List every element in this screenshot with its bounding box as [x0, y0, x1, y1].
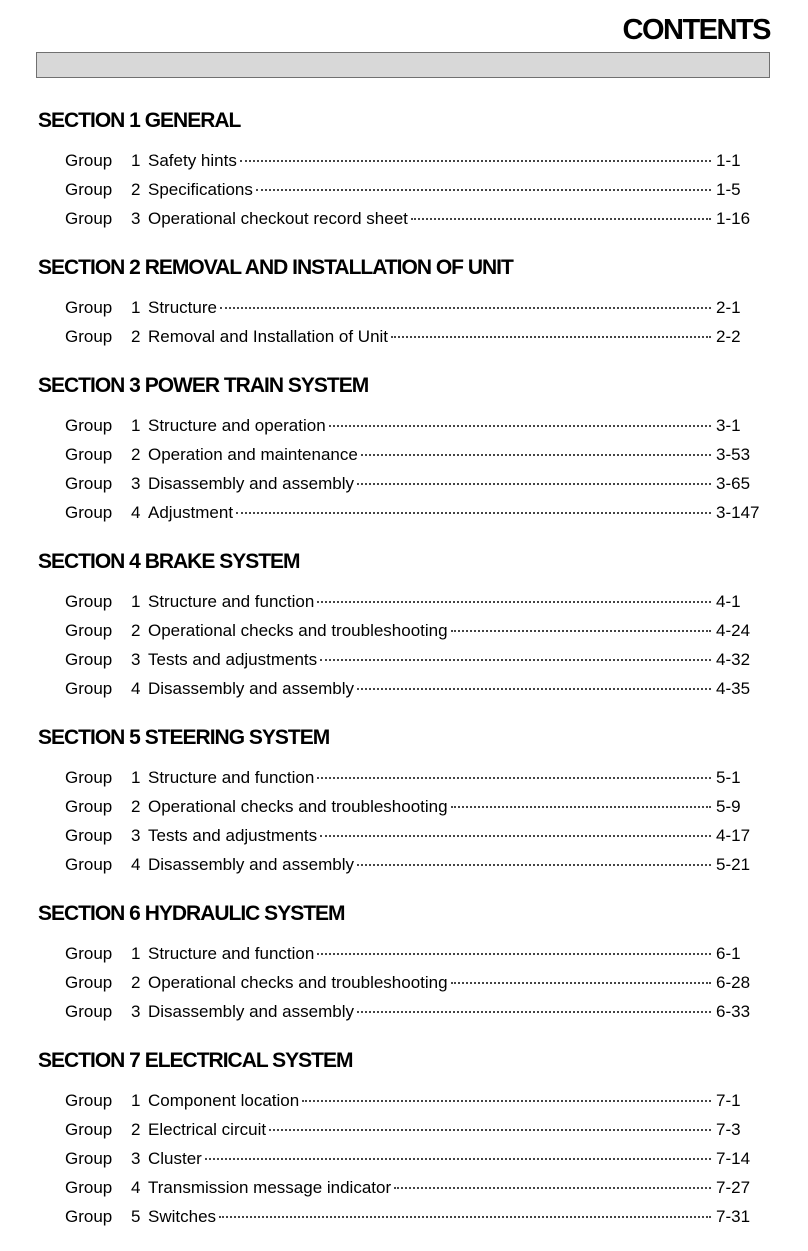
toc-entry[interactable]: [0, 587, 808, 616]
toc-section-1: [0, 106, 808, 233]
toc-entry[interactable]: [0, 997, 808, 1026]
toc-entry-page: 6-28: [716, 973, 751, 992]
toc-entry-group-label: Group: [65, 650, 113, 669]
dot-leader: [320, 834, 711, 837]
toc-entry[interactable]: [0, 175, 808, 204]
toc-entry-group-number: 2: [131, 797, 141, 816]
dot-leader: [357, 1010, 711, 1013]
toc-entry-group-label: Group: [65, 768, 113, 787]
toc-section-6: [0, 899, 808, 1026]
toc-entry-group-label: Group: [65, 474, 113, 493]
toc-entry-title: Operational checks and troubleshooting: [148, 621, 448, 640]
toc-entry-group-label: Group: [65, 151, 113, 170]
toc-entry-page: 5-21: [716, 855, 751, 874]
toc-entry-title: Operational checks and troubleshooting: [148, 973, 448, 992]
dot-leader: [357, 863, 711, 866]
toc-entry-title: Switches: [148, 1207, 217, 1226]
toc-entry[interactable]: [0, 763, 808, 792]
toc-entry[interactable]: [0, 1202, 808, 1231]
dot-leader: [451, 981, 711, 984]
toc-entry-title: Cluster: [148, 1149, 202, 1168]
toc-entry-group-number: 1: [131, 592, 141, 611]
dot-leader: [394, 1186, 711, 1189]
toc-entry-group-number: 4: [131, 1178, 141, 1197]
toc-entry-group-number: 2: [131, 327, 141, 346]
toc-entry[interactable]: [0, 968, 808, 997]
dot-leader: [329, 424, 711, 427]
dot-leader: [302, 1099, 711, 1102]
toc-entry[interactable]: [0, 1144, 808, 1173]
toc-entry-group-number: 3: [131, 1002, 141, 1021]
toc-entry-page: 5-9: [716, 797, 741, 816]
toc-entry-group-number: 3: [131, 826, 141, 845]
section-heading[interactable]: SECTION 6 HYDRAULIC SYSTEM: [38, 902, 345, 925]
toc-entry-page: 2-1: [716, 298, 741, 317]
dot-leader: [361, 453, 711, 456]
toc-entry-page: 6-33: [716, 1002, 751, 1021]
toc-entry[interactable]: [0, 204, 808, 233]
toc-entry-page: 3-1: [716, 416, 741, 435]
toc-entry-page: 7-14: [716, 1149, 751, 1168]
toc-entry-title: Structure and function: [148, 944, 315, 963]
toc-entry-group-label: Group: [65, 298, 113, 317]
toc-entry-group-number: 2: [131, 1120, 141, 1139]
section-heading[interactable]: SECTION 2 REMOVAL AND INSTALLATION OF UNIT: [38, 256, 513, 279]
dot-leader: [205, 1157, 711, 1160]
dot-leader: [256, 188, 711, 191]
toc-entry-group-number: 1: [131, 768, 141, 787]
toc-section-3: [0, 371, 808, 527]
toc-entry-page: 1-5: [716, 180, 741, 199]
toc-entry-group-label: Group: [65, 797, 113, 816]
toc-entry-title: Operation and maintenance: [148, 445, 358, 464]
toc-entry[interactable]: [0, 674, 808, 703]
section-heading[interactable]: SECTION 4 BRAKE SYSTEM: [38, 550, 300, 573]
toc-entry-group-label: Group: [65, 503, 113, 522]
section-heading[interactable]: SECTION 5 STEERING SYSTEM: [38, 726, 330, 749]
toc-entry-title: Removal and Installation of Unit: [148, 327, 389, 346]
section-heading[interactable]: SECTION 3 POWER TRAIN SYSTEM: [38, 374, 369, 397]
toc-entry-group-number: 3: [131, 650, 141, 669]
dot-leader: [357, 482, 711, 485]
toc-entry[interactable]: [0, 616, 808, 645]
toc-entry[interactable]: [0, 1086, 808, 1115]
toc-entry-group-number: 2: [131, 973, 141, 992]
toc-entry-title: Disassembly and assembly: [148, 679, 354, 698]
toc-entry-title: Electrical circuit: [148, 1120, 267, 1139]
dot-leader: [240, 159, 711, 162]
section-heading[interactable]: SECTION 7 ELECTRICAL SYSTEM: [38, 1049, 353, 1072]
toc-entry-title: Structure and function: [148, 768, 315, 787]
toc-entry[interactable]: [0, 792, 808, 821]
toc-entry[interactable]: [0, 322, 808, 351]
toc-entry-group-label: Group: [65, 679, 113, 698]
toc-entry-title: Disassembly and assembly: [148, 855, 354, 874]
toc-entry[interactable]: [0, 498, 808, 527]
toc-entry-group-label: Group: [65, 209, 113, 228]
toc-entry-page: 6-1: [716, 944, 741, 963]
toc-entry-group-number: 1: [131, 298, 141, 317]
toc-entry-page: 3-53: [716, 445, 751, 464]
toc-entry-group-number: 1: [131, 944, 141, 963]
dot-leader: [391, 335, 711, 338]
toc-entry[interactable]: [0, 469, 808, 498]
toc-entry-group-label: Group: [65, 973, 113, 992]
toc-entry-title: Operational checkout record sheet: [148, 209, 408, 228]
toc-entry-title: Tests and adjustments: [148, 650, 318, 669]
toc-entry[interactable]: [0, 645, 808, 674]
dot-leader: [357, 687, 711, 690]
toc-entry-group-label: Group: [65, 416, 113, 435]
toc-entry[interactable]: [0, 850, 808, 879]
toc-entry-page: 5-1: [716, 768, 741, 787]
toc-entry-title: Specifications: [148, 180, 253, 199]
page-title: CONTENTS: [622, 14, 770, 46]
toc-entry-group-label: Group: [65, 592, 113, 611]
toc-entry-title: Adjustment: [148, 503, 234, 522]
toc-entry[interactable]: [0, 293, 808, 322]
toc-entry-group-label: Group: [65, 1120, 113, 1139]
toc-entry-title: Disassembly and assembly: [148, 474, 354, 493]
table-of-contents: [0, 106, 808, 1251]
toc-entry-group-label: Group: [65, 1178, 113, 1197]
dot-leader: [317, 600, 711, 603]
toc-entry-page: 1-1: [716, 151, 741, 170]
toc-entry[interactable]: [0, 939, 808, 968]
toc-entry-group-number: 4: [131, 679, 141, 698]
toc-entry[interactable]: [0, 1115, 808, 1144]
toc-entry-group-number: 1: [131, 416, 141, 435]
toc-entry-title: Transmission message indicator: [148, 1178, 392, 1197]
toc-entry[interactable]: [0, 146, 808, 175]
toc-entry-group-label: Group: [65, 1002, 113, 1021]
toc-entry-page: 4-24: [716, 621, 751, 640]
toc-entry-group-label: Group: [65, 445, 113, 464]
toc-entry-group-label: Group: [65, 621, 113, 640]
toc-entry-group-number: 4: [131, 503, 141, 522]
toc-entry-group-number: 1: [131, 151, 141, 170]
toc-entry-group-number: 4: [131, 855, 141, 874]
dot-leader: [317, 952, 711, 955]
dot-leader: [320, 658, 711, 661]
toc-entry-title: Safety hints: [148, 151, 237, 170]
toc-entry-group-number: 1: [131, 1091, 141, 1110]
toc-entry-group-label: Group: [65, 1091, 113, 1110]
toc-entry-group-number: 2: [131, 621, 141, 640]
toc-entry-group-label: Group: [65, 1207, 113, 1226]
toc-entry-group-number: 3: [131, 474, 141, 493]
toc-entry-page: 7-27: [716, 1178, 751, 1197]
toc-section-4: [0, 547, 808, 703]
toc-section-7: [0, 1046, 808, 1231]
toc-entry-title: Disassembly and assembly: [148, 1002, 354, 1021]
toc-entry-page: 7-3: [716, 1120, 741, 1139]
toc-entry-page: 4-32: [716, 650, 751, 669]
toc-entry-group-label: Group: [65, 855, 113, 874]
toc-entry-group-label: Group: [65, 944, 113, 963]
dot-leader: [236, 511, 711, 514]
toc-entry-group-label: Group: [65, 1149, 113, 1168]
toc-entry[interactable]: [0, 821, 808, 850]
dot-leader: [451, 629, 711, 632]
dot-leader: [220, 306, 711, 309]
toc-entry-page: 4-17: [716, 826, 751, 845]
toc-entry-title: Operational checks and troubleshooting: [148, 797, 448, 816]
toc-entry-group-label: Group: [65, 327, 113, 346]
toc-entry-page: 2-2: [716, 327, 741, 346]
toc-entry-page: 1-16: [716, 209, 751, 228]
toc-entry-page: 4-1: [716, 592, 741, 611]
toc-entry-group-number: 3: [131, 1149, 141, 1168]
toc-entry-group-number: 2: [131, 445, 141, 464]
toc-entry-page: 7-31: [716, 1207, 751, 1226]
toc-entry-group-label: Group: [65, 180, 113, 199]
toc-entry-title: Structure and function: [148, 592, 315, 611]
toc-entry-title: Component location: [148, 1091, 300, 1110]
toc-entry-title: Structure and operation: [148, 416, 326, 435]
toc-entry[interactable]: [0, 1173, 808, 1202]
toc-entry-page: 7-1: [716, 1091, 741, 1110]
dot-leader: [219, 1215, 711, 1218]
toc-entry[interactable]: [0, 411, 808, 440]
toc-section-5: [0, 723, 808, 879]
toc-entry-group-number: 2: [131, 180, 141, 199]
dot-leader: [451, 805, 711, 808]
toc-section-2: [0, 253, 808, 351]
toc-entry-title: Tests and adjustments: [148, 826, 318, 845]
section-heading[interactable]: SECTION 1 GENERAL: [38, 109, 241, 132]
toc-entry-title: Structure: [148, 298, 217, 317]
toc-entry-page: 4-35: [716, 679, 751, 698]
toc-entry[interactable]: [0, 440, 808, 469]
dot-leader: [317, 776, 711, 779]
toc-entry-group-number: 5: [131, 1207, 141, 1226]
toc-entry-group-label: Group: [65, 826, 113, 845]
dot-leader: [411, 217, 711, 220]
toc-entry-page: 3-65: [716, 474, 751, 493]
toc-entry-page: 3-147: [716, 503, 760, 522]
dot-leader: [269, 1128, 711, 1131]
toc-entry-group-number: 3: [131, 209, 141, 228]
title-bar: [36, 52, 770, 78]
